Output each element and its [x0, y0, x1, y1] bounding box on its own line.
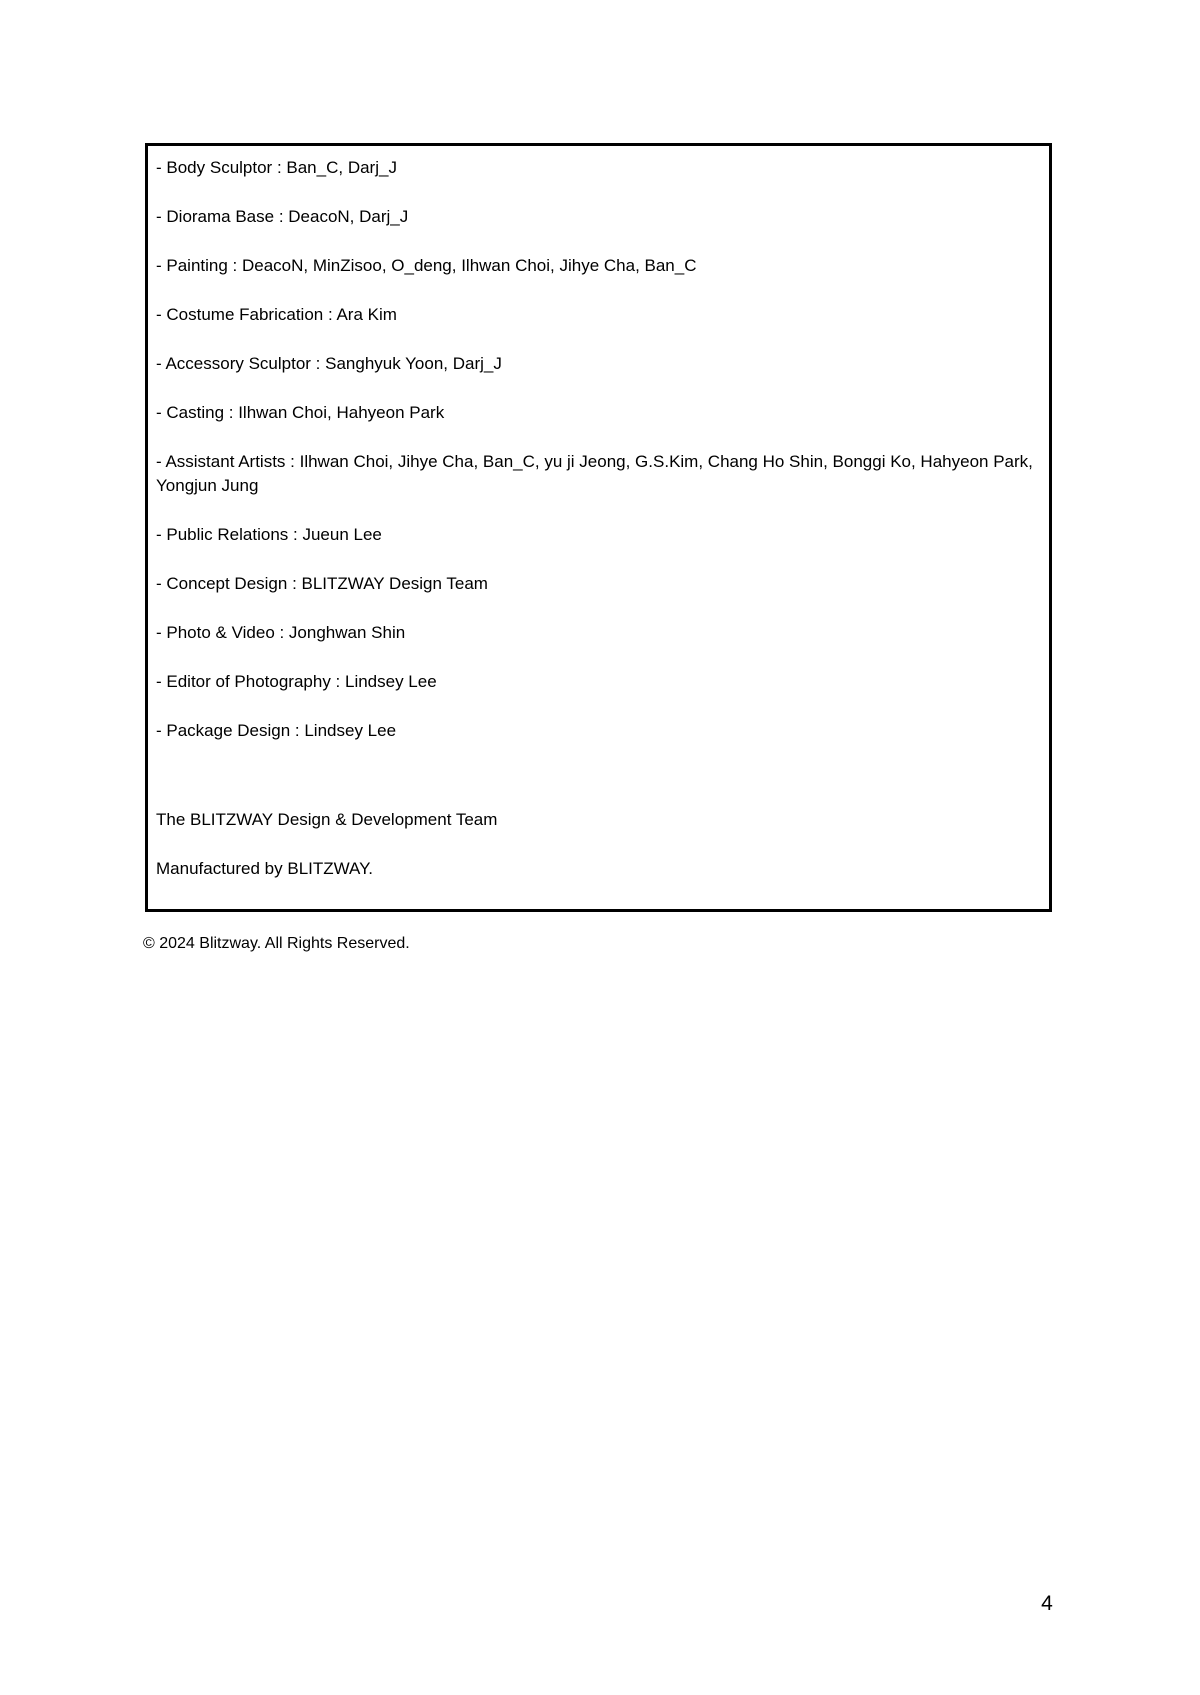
credits-box	[145, 143, 1052, 912]
credit-line: - Package Design : Lindsey Lee	[156, 721, 397, 740]
page-number: 4	[1041, 1592, 1053, 1615]
credit-line: - Painting : DeacoN, MinZisoo, O_deng, Ilhwan Choi, Jihye Cha, Ban_C	[156, 256, 697, 275]
credit-line: - Photo & Video : Jonghwan Shin	[156, 623, 406, 642]
copyright-line: © 2024 Blitzway. All Rights Reserved.	[143, 935, 410, 952]
credit-line: - Casting : Ilhwan Choi, Hahyeon Park	[156, 403, 445, 422]
credit-line: - Assistant Artists : Ilhwan Choi, Jihye Cha, Ban_C, yu ji Jeong, G.S.Kim, Chang Ho Shin, Bonggi Ko, Hahyeon Park, Yongjun Jung	[156, 452, 1033, 495]
credit-line: - Editor of Photography : Lindsey Lee	[156, 672, 437, 691]
credits-list	[156, 156, 1033, 743]
closing-list	[156, 808, 1033, 881]
closing-line: Manufactured by BLITZWAY.	[156, 859, 373, 878]
credit-line: - Body Sculptor : Ban_C, Darj_J	[156, 158, 397, 177]
closing-line: The BLITZWAY Design & Development Team	[156, 810, 498, 829]
credit-line: - Concept Design : BLITZWAY Design Team	[156, 574, 488, 593]
credit-line: - Public Relations : Jueun Lee	[156, 525, 382, 544]
credit-line: - Accessory Sculptor : Sanghyuk Yoon, Darj_J	[156, 354, 502, 373]
credit-line: - Diorama Base : DeacoN, Darj_J	[156, 207, 409, 226]
credit-line: - Costume Fabrication : Ara Kim	[156, 305, 397, 324]
closing-gap	[156, 768, 1033, 808]
